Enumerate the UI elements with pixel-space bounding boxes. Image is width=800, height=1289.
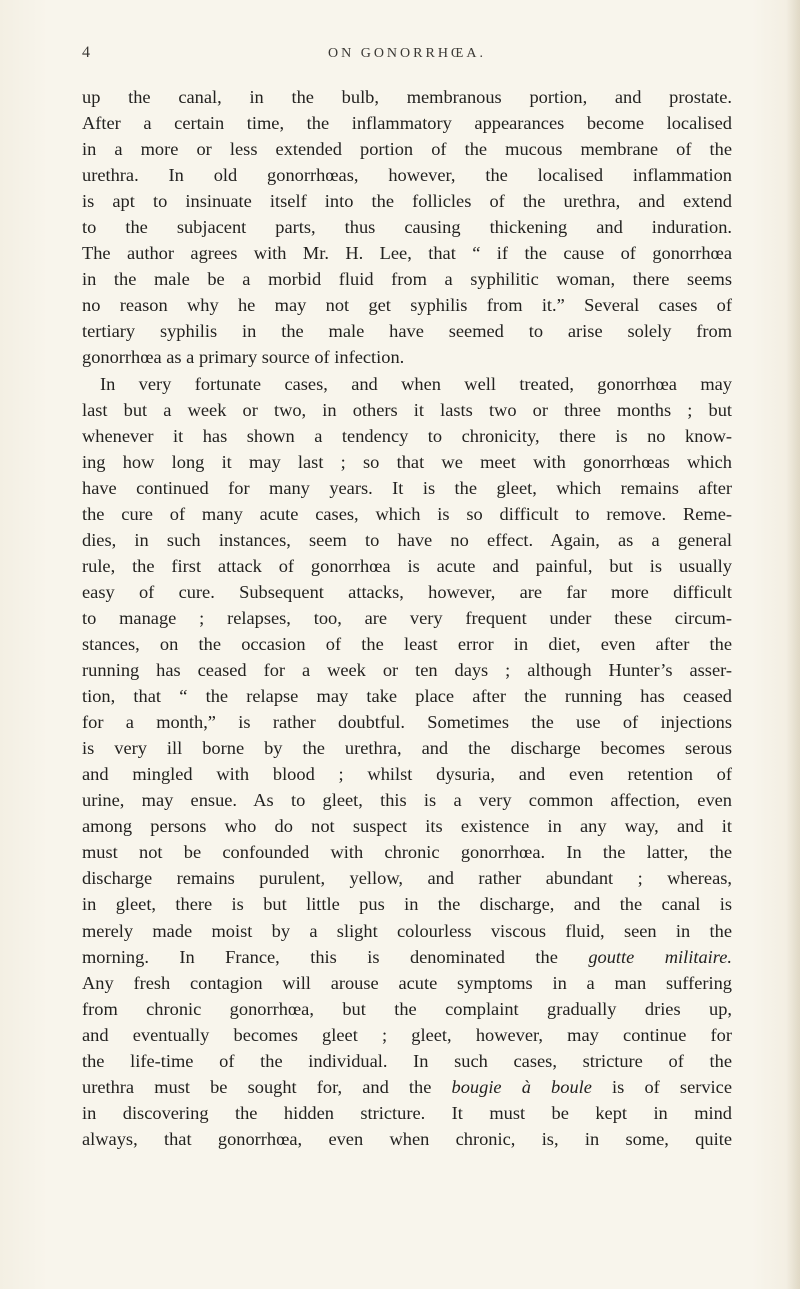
text-line bbox=[82, 944, 732, 970]
text-line: last but a week or two, in others it lasts two or three months ; but bbox=[82, 399, 732, 420]
text-line: is very ill borne by the urethra, and the discharge becomes serous bbox=[82, 738, 732, 759]
text-line: among persons who do not suspect its existence in any way, and it bbox=[82, 816, 732, 837]
text-line: In very fortunate cases, and when well treated, gonorrhœa may bbox=[100, 373, 732, 394]
text-line: discharge remains purulent, yellow, and rather abundant ; whereas, bbox=[82, 868, 732, 889]
text-line: tertiary syphilis in the male have seemed to arise solely from bbox=[82, 321, 732, 342]
text-line: to manage ; relapses, too, are very frequent under these circum- bbox=[82, 607, 732, 628]
running-head bbox=[82, 44, 732, 68]
italic-phrase: bougie à boule bbox=[451, 1076, 592, 1097]
text-line: merely made moist by a slight colourless viscous fluid, seen in the bbox=[82, 920, 732, 941]
text-line: and eventually becomes gleet ; gleet, however, may continue for bbox=[82, 1024, 732, 1045]
text-line: ing how long it may last ; so that we meet with gonorrhœas which bbox=[82, 451, 732, 472]
text-line: always, that gonorrhœa, even when chronic, is, in some, quite bbox=[82, 1128, 732, 1149]
text-line: Any fresh contagion will arouse acute symptoms in a man suffering bbox=[82, 972, 732, 993]
text-segment: is of service bbox=[591, 1076, 732, 1097]
text-line: running has ceased for a week or ten days ; although Hunter’s asser- bbox=[82, 660, 732, 681]
text-line: in discovering the hidden stricture. It must be kept in mind bbox=[82, 1102, 732, 1123]
text-line: is apt to insinuate itself into the follicles of the urethra, and extend bbox=[82, 191, 732, 212]
text-line: whenever it has shown a tendency to chronicity, there is no know- bbox=[82, 425, 732, 446]
text-line: The author agrees with Mr. H. Lee, that “ if the cause of gonorrhœa bbox=[82, 243, 732, 264]
text-line: rule, the first attack of gonorrhœa is acute and painful, but is usually bbox=[82, 555, 732, 576]
text-segment: morning. In France, this is denominated the bbox=[82, 946, 589, 967]
text-line: and mingled with blood ; whilst dysuria, and even retention of bbox=[82, 764, 732, 785]
page-edge-shadow bbox=[786, 0, 800, 1289]
text-line: dies, in such instances, seem to have no effect. Again, as a general bbox=[82, 529, 732, 550]
running-title: ON GONORRHŒA. bbox=[327, 46, 486, 61]
text-line: gonorrhœa as a primary source of infection. bbox=[82, 347, 405, 368]
text-line: to the subjacent parts, thus causing thickening and induration. bbox=[82, 217, 732, 238]
text-line: for a month,” is rather doubtful. Sometimes the use of injections bbox=[82, 712, 732, 733]
text-line: the cure of many acute cases, which is so difficult to remove. Reme- bbox=[82, 503, 732, 524]
text-line: no reason why he may not get syphilis from it.” Several cases of bbox=[82, 295, 732, 316]
text-line: in gleet, there is but little pus in the discharge, and the canal is bbox=[82, 894, 732, 915]
body-text bbox=[82, 84, 732, 1152]
text-line: must not be confounded with chronic gonorrhœa. In the latter, the bbox=[82, 842, 732, 863]
text-line: urine, may ensue. As to gleet, this is a very common affection, even bbox=[82, 790, 732, 811]
text-line: in the male be a morbid fluid from a syphilitic woman, there seems bbox=[82, 269, 732, 290]
text-line: stances, on the occasion of the least error in diet, even after the bbox=[82, 633, 732, 654]
italic-phrase: goutte militaire. bbox=[588, 946, 732, 967]
text-line: in a more or less extended portion of the mucous membrane of the bbox=[82, 139, 732, 160]
text-line: tion, that “ the relapse may take place after the running has ceased bbox=[82, 686, 732, 707]
text-segment: urethra must be sought for, and the bbox=[82, 1076, 452, 1097]
text-line bbox=[82, 1074, 732, 1100]
page-number: 4 bbox=[82, 44, 92, 61]
text-line: urethra. In old gonorrhœas, however, the localised inflammation bbox=[82, 165, 732, 186]
text-line: from chronic gonorrhœa, but the complaint gradually dries up, bbox=[82, 998, 732, 1019]
text-line: easy of cure. Subsequent attacks, however, are far more difficult bbox=[82, 581, 732, 602]
text-line: After a certain time, the inflammatory appearances become localised bbox=[82, 113, 732, 134]
text-line: up the canal, in the bulb, membranous portion, and prostate. bbox=[82, 87, 732, 107]
text-line: have continued for many years. It is the gleet, which remains after bbox=[82, 477, 732, 498]
text-line: the life-time of the individual. In such cases, stricture of the bbox=[82, 1050, 732, 1071]
